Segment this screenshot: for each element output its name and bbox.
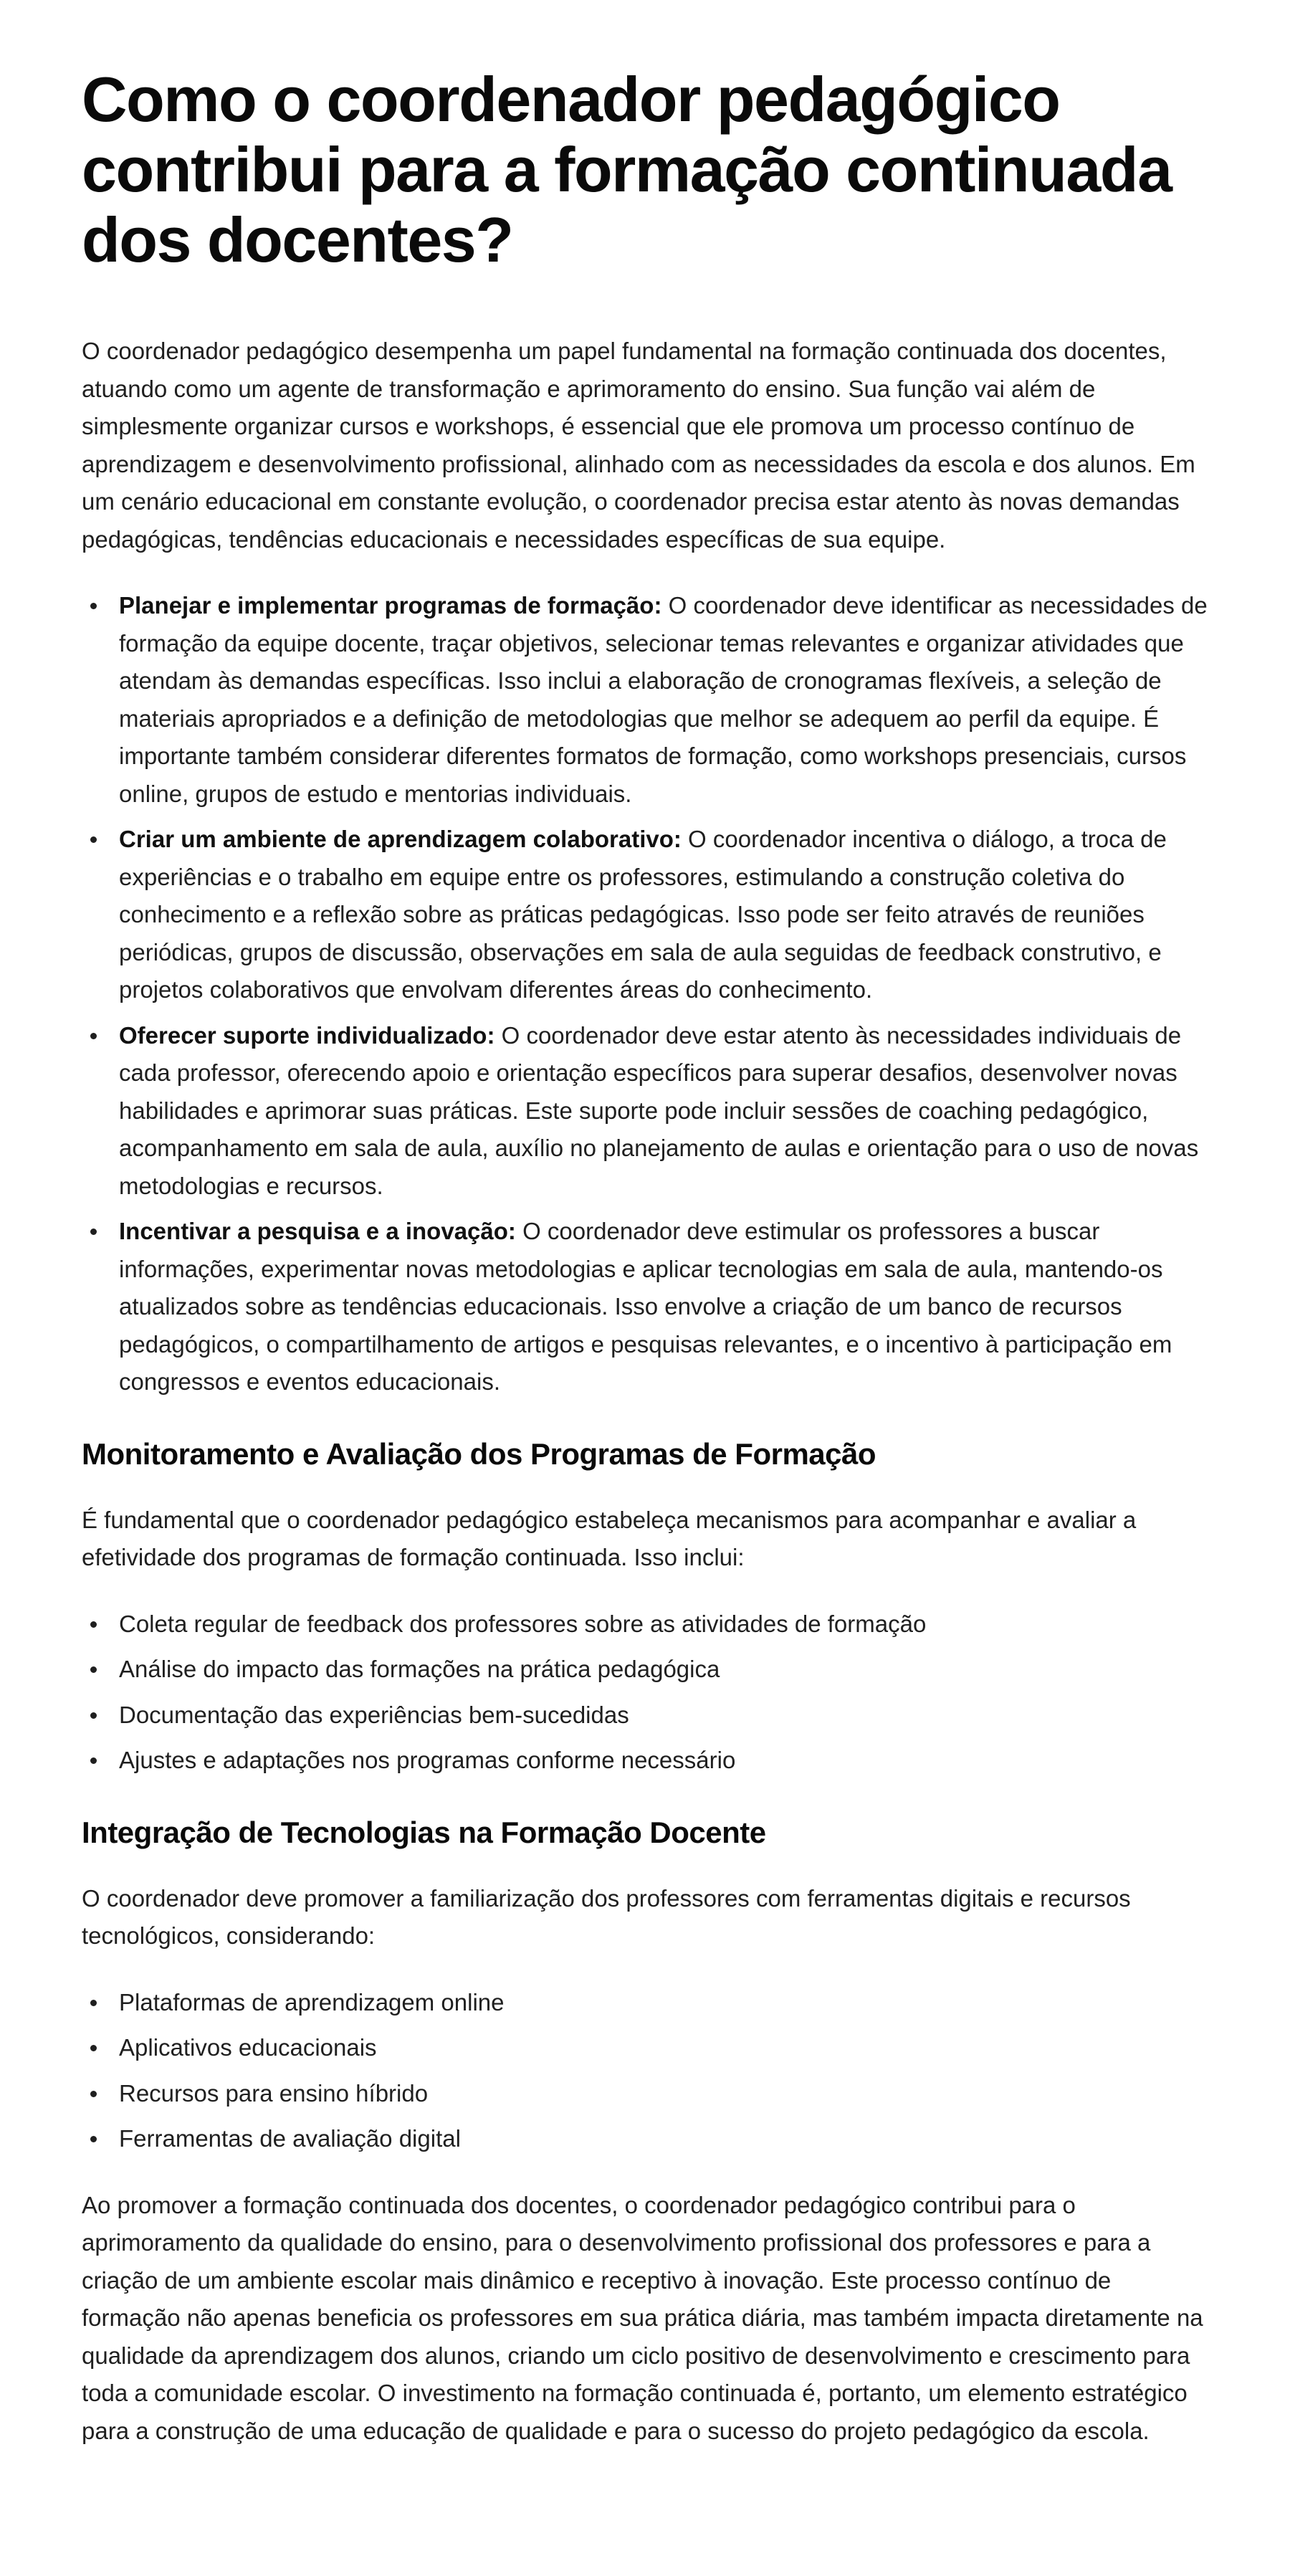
intro-paragraph: O coordenador pedagógico desempenha um papel fundamental na formação continuada dos docentes, atuando como um agente de transformação e aprimoramento do ensino. Sua função vai além de simplesmente organizar cursos e workshops, é essencial que ele promova um processo contínuo de aprendizagem e desenvolvimento profissional, alinhado com as necessidades da escola e dos alunos. Em um cenário educacional em constante evolução, o coordenador precisa estar atento às novas demandas pedagógicas, tendências educacionais e necessidades específicas de sua equipe. bbox=[82, 338, 1195, 553]
monitoring-list bbox=[82, 1606, 1208, 1780]
page-title: Como o coordenador pedagógico contribui para a formação continuada dos docentes? bbox=[82, 64, 1172, 275]
section-heading-technology: Integração de Tecnologias na Formação Docente bbox=[82, 1815, 766, 1849]
list-item: Documentação das experiências bem-sucedidas bbox=[119, 1697, 1208, 1735]
list-item bbox=[119, 587, 1208, 813]
list-item: Coleta regular de feedback dos professores sobre as atividades de formação bbox=[119, 1606, 1208, 1644]
list-item bbox=[119, 1213, 1208, 1401]
list-item: Ferramentas de avaliação digital bbox=[119, 2120, 1208, 2158]
monitoring-intro: É fundamental que o coordenador pedagógico estabeleça mecanismos para acompanhar e avaliar a efetividade dos programas de formação continuada. Isso inclui: bbox=[82, 1506, 1137, 1570]
list-item bbox=[119, 1017, 1208, 1206]
list-item-text: O coordenador incentiva o diálogo, a troca de experiências e o trabalho em equipe entre os professores, estimulando a construção coletiva do conhecimento e a reflexão sobre as práticas pedagógicas. Isso pode ser feito através de reuniões periódicas, grupos de discussão, observações em sala de aula seguidas de feedback construtivo, e projetos colaborativos que envolvam diferentes áreas do conhecimento. bbox=[119, 826, 1167, 1003]
technology-intro: O coordenador deve promover a familiarização dos professores com ferramentas digitais e recursos tecnológicos, considerando: bbox=[82, 1884, 1131, 1949]
list-item-text: O coordenador deve estar atento às necessidades individuais de cada professor, oferecendo apoio e orientação específicos para superar desafios, desenvolver novas habilidades e aprimorar suas práticas. Este suporte pode incluir sessões de coaching pedagógico, acompanhamento em sala de aula, auxílio no planejamento de aulas e orientação para o uso de novas metodologias e recursos. bbox=[119, 1021, 1199, 1199]
section-heading-monitoring: Monitoramento e Avaliação dos Programas de Formação bbox=[82, 1436, 876, 1471]
list-item-text: O coordenador deve identificar as necessidades de formação da equipe docente, traçar objetivos, selecionar temas relevantes e organizar atividades que atendam às demandas específicas. Isso inclui a elaboração de cronogramas flexíveis, a seleção de materiais apropriados e a definição de metodologias que melhor se adequem ao perfil da equipe. É importante também considerar diferentes formatos de formação, como workshops presenciais, cursos online, grupos de estudo e mentorias individuais. bbox=[119, 592, 1208, 807]
list-item: Análise do impacto das formações na prática pedagógica bbox=[119, 1651, 1208, 1689]
list-item: Aplicativos educacionais bbox=[119, 2029, 1208, 2067]
list-item-title: Planejar e implementar programas de formação: bbox=[119, 592, 662, 619]
list-item: Recursos para ensino híbrido bbox=[119, 2075, 1208, 2113]
conclusion-paragraph: Ao promover a formação continuada dos docentes, o coordenador pedagógico contribui para o aprimoramento da qualidade do ensino, para o desenvolvimento profissional dos professores e para a criação de um ambiente escolar mais dinâmico e receptivo à inovação. Este processo contínuo de formação não apenas beneficia os professores em sua prática diária, mas também impacta diretamente na qualidade da aprendizagem dos alunos, criando um ciclo positivo de desenvolvimento e crescimento para toda a comunidade escolar. O investimento na formação continuada é, portanto, um elemento estratégico para a construção de uma educação de qualidade e para o sucesso do projeto pedagógico da escola. bbox=[82, 2191, 1203, 2444]
key-points-list bbox=[82, 587, 1208, 1401]
list-item-title: Oferecer suporte individualizado: bbox=[119, 1021, 495, 1049]
list-item-text: O coordenador deve estimular os professores a buscar informações, experimentar novas metodologias e aplicar tecnologias em sala de aula, mantendo-os atualizados sobre as tendências educacionais. Isso envolve a criação de um banco de recursos pedagógicos, o compartilhamento de artigos e pesquisas relevantes, e o incentivo à participação em congressos e eventos educacionais. bbox=[119, 1218, 1172, 1395]
list-item-title: Incentivar a pesquisa e a inovação: bbox=[119, 1218, 516, 1244]
technology-list bbox=[82, 1984, 1208, 2158]
list-item: Ajustes e adaptações nos programas conforme necessário bbox=[119, 1742, 1208, 1780]
list-item-title: Criar um ambiente de aprendizagem colaborativo: bbox=[119, 826, 682, 852]
list-item bbox=[119, 821, 1208, 1009]
list-item: Plataformas de aprendizagem online bbox=[119, 1984, 1208, 2022]
